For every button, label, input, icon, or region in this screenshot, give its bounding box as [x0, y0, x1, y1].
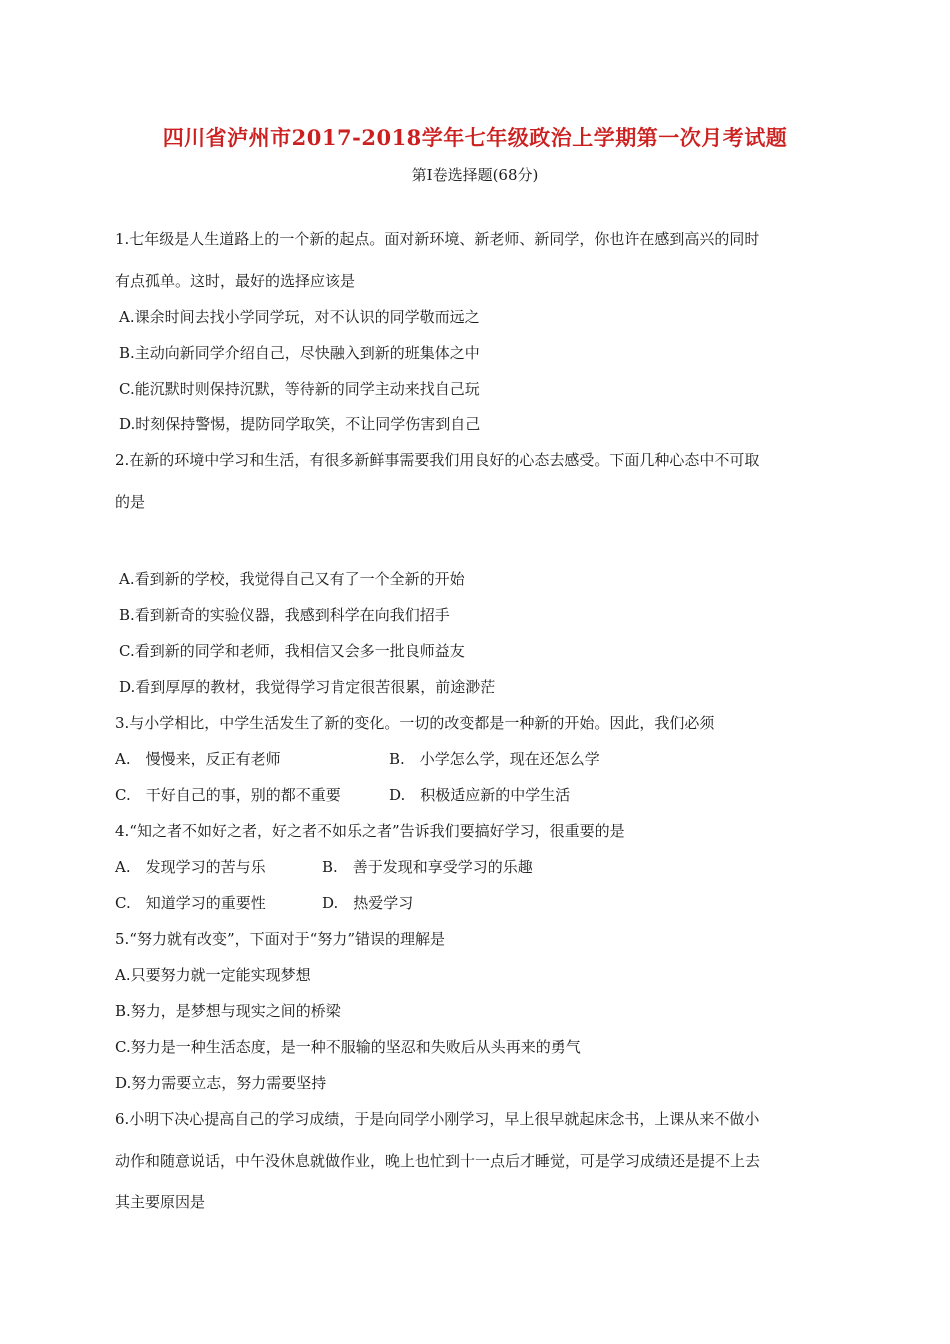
question-2-option-c: C.看到新的同学和老师，我相信又会多一批良师益友: [119, 642, 465, 660]
question-3-option-d: D. 积极适应新的中学生活: [389, 786, 571, 804]
question-2-option-b: B.看到新奇的实验仪器，我感到科学在向我们招手: [119, 606, 450, 624]
question-2-stem-line-1: 2.在新的环境中学习和生活，有很多新鲜事需要我们用良好的心态去感受。下面几种心态中不可取: [115, 451, 760, 469]
question-5-option-b: B.努力，是梦想与现实之间的桥梁: [115, 1002, 341, 1020]
question-4-option-d: D. 热爱学习: [322, 894, 414, 912]
question-6-stem-line-2: 动作和随意说话，中午没休息就做作业，晚上也忙到十一点后才睡觉，可是学习成绩还是提不上去: [115, 1152, 761, 1170]
page-title: 四川省泸州市2017-2018学年七年级政治上学期第一次月考试题: [162, 125, 788, 150]
question-5-option-d: D.努力需要立志，努力需要坚持: [115, 1074, 327, 1092]
question-1-option-a: A.课余时间去找小学同学玩，对不认识的同学敬而远之: [119, 308, 480, 326]
question-3-option-b: B. 小学怎么学，现在还怎么学: [389, 750, 600, 768]
question-3-stem: 3.与小学相比，中学生活发生了新的变化。一切的改变都是一种新的开始。因此，我们必须: [115, 714, 715, 732]
question-1-option-d: D.时刻保持警惕，提防同学取笑，不让同学伤害到自己: [119, 415, 481, 433]
question-1-stem-line-1: 1.七年级是人生道路上的一个新的起点。面对新环境、新老师、新同学，你也许在感到高兴的同时: [115, 230, 760, 248]
question-1-option-b: B.主动向新同学介绍自己，尽快融入到新的班集体之中: [119, 344, 480, 362]
question-1-option-c: C.能沉默时则保持沉默，等待新的同学主动来找自己玩: [119, 380, 480, 398]
question-3-option-a: A. 慢慢来，反正有老师: [115, 750, 281, 768]
question-4-option-b: B. 善于发现和享受学习的乐趣: [322, 858, 533, 876]
question-6-stem-line-3: 其主要原因是: [115, 1193, 206, 1211]
question-2-option-d: D.看到厚厚的教材，我觉得学习肯定很苦很累，前途渺茫: [119, 678, 496, 696]
question-5-stem: 5.“努力就有改变”，下面对于“努力”错误的理解是: [115, 930, 445, 948]
question-2-option-a: A.看到新的学校，我觉得自己又有了一个全新的开始: [119, 570, 465, 588]
question-4-stem: 4.“知之者不如好之者，好之者不如乐之者”告诉我们要搞好学习，很重要的是: [115, 822, 625, 840]
section-heading: 第Ⅰ卷选择题(68分): [411, 166, 539, 184]
question-3-option-c: C. 干好自己的事，别的都不重要: [115, 786, 341, 804]
question-5-option-c: C.努力是一种生活态度，是一种不服输的坚忍和失败后从头再来的勇气: [115, 1038, 581, 1056]
question-1-stem-line-2: 有点孤单。这时，最好的选择应该是: [115, 272, 356, 290]
question-6-stem-line-1: 6.小明下决心提高自己的学习成绩，于是向同学小刚学习，早上很早就起床念书，上课从来不做小: [115, 1110, 760, 1128]
question-5-option-a: A.只要努力就一定能实现梦想: [115, 966, 311, 984]
question-2-stem-line-2: 的是: [115, 493, 146, 511]
question-4-option-a: A. 发现学习的苦与乐: [115, 858, 266, 876]
question-4-option-c: C. 知道学习的重要性: [115, 894, 266, 912]
